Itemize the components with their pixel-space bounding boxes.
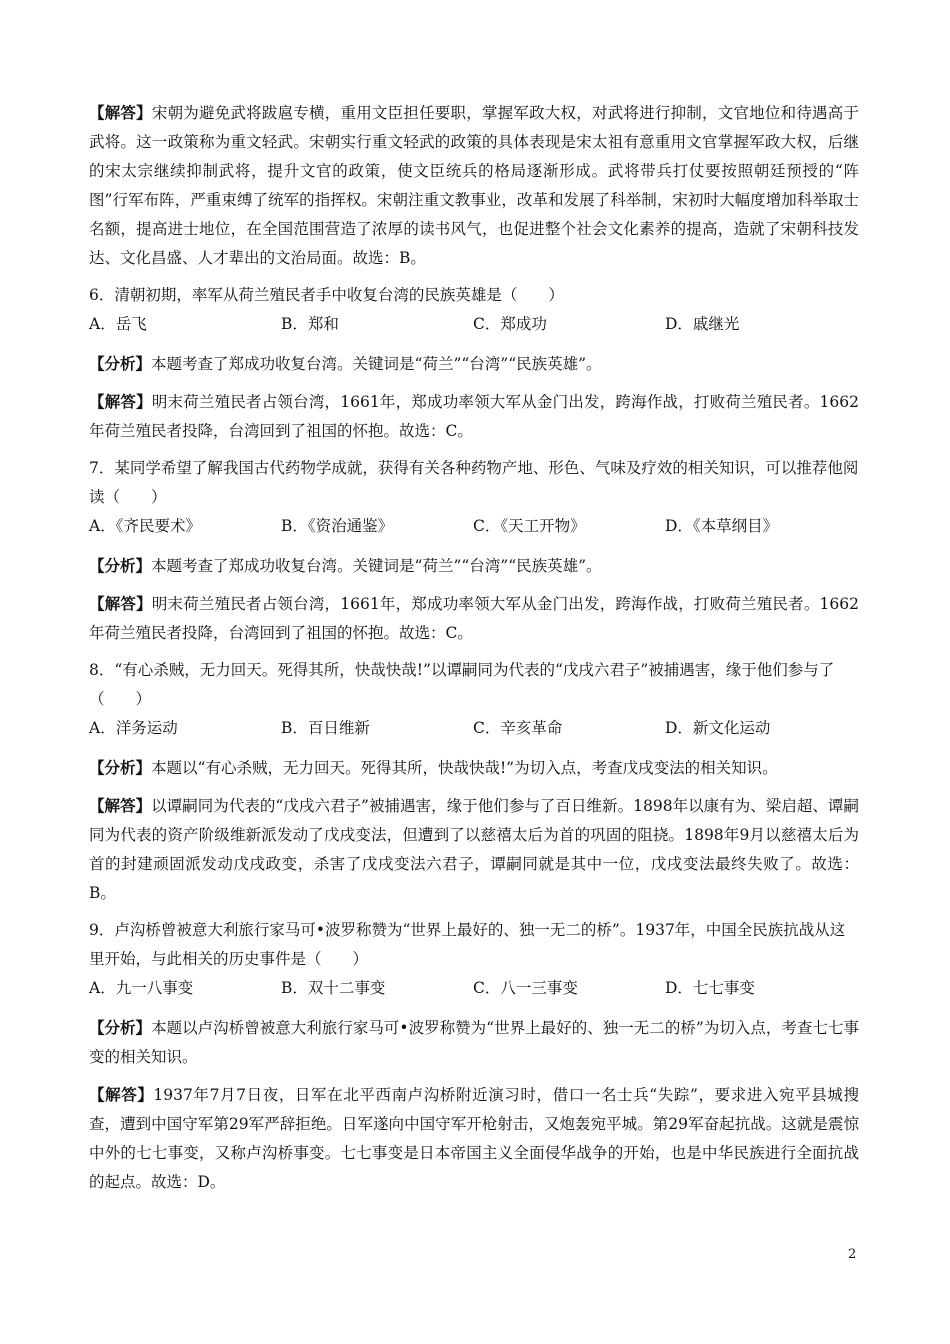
option-b: B．双十二事变 [281, 979, 386, 997]
answer-tag: 【解答】 [89, 103, 152, 122]
option-c: C．《天工开物》 [473, 517, 586, 535]
option-b: B．百日维新 [281, 719, 370, 737]
question-block [89, 656, 859, 908]
option-a: A．岳飞 [89, 315, 147, 333]
option-row [89, 512, 859, 541]
option-d: D．七七事变 [665, 979, 755, 997]
option-c: C．辛亥革命 [473, 719, 563, 737]
analysis [89, 1013, 859, 1072]
question-block [89, 281, 859, 446]
option-d: D．《本草纲目》 [665, 517, 779, 535]
analysis-tag: 【分析】 [89, 354, 152, 373]
answer-text: 明末荷兰殖民者占领台湾，1661年，郑成功率领大军从金门出发，跨海作战，打败荷兰殖民者。1662年荷兰殖民者投降，台湾回到了祖国的怀抱。故选：C。 [89, 595, 859, 642]
option-a: A．《齐民要术》 [89, 517, 201, 535]
page-content [89, 98, 859, 1205]
question-block [89, 454, 859, 648]
analysis-tag: 【分析】 [89, 556, 152, 575]
question-stem: 6．清朝初期，率军从荷兰殖民者手中收复台湾的民族英雄是（ ） [89, 286, 564, 304]
answer-tag: 【解答】 [89, 392, 152, 411]
question-block [89, 916, 859, 1197]
answer-tag: 【解答】 [89, 594, 152, 613]
question-stem: 8．“有心杀贼，无力回天。死得其所，快哉快哉!”以谭嗣同为代表的“戊戌六君子”被捕遇害，缘于他们参与了（ ） [89, 661, 835, 708]
answer [89, 387, 859, 446]
analysis-tag: 【分析】 [89, 758, 152, 777]
option-c: C．郑成功 [473, 315, 547, 333]
analysis-text: 本题以“有心杀贼，无力回天。死得其所，快哉快哉!”为切入点，考查戊戌变法的相关知识。 [151, 759, 778, 777]
intro-answer [89, 98, 859, 273]
analysis [89, 753, 859, 783]
answer-tag: 【解答】 [89, 1085, 154, 1104]
page-number: 2 [848, 1247, 857, 1262]
answer-text: 1937年7月7日夜，日军在北平西南卢沟桥附近演习时，借口一名士兵“失踪”，要求进入宛平县城搜查，遭到中国守军第29军严辞拒绝。日军遂向中国守军开枪射击，又炮轰宛平城。第29军奋起抗战。这就是震惊中外的七七事变，又称卢沟桥事变。七七事变是日本帝国主义全面侵华战争的开始，也是中华民族进行全面抗战的起点。故选：D。 [89, 1086, 859, 1191]
analysis [89, 349, 859, 379]
option-a: A．洋务运动 [89, 719, 178, 737]
answer-tag: 【解答】 [89, 796, 152, 815]
analysis-text: 本题考查了郑成功收复台湾。关键词是“荷兰”“台湾”“民族英雄”。 [151, 355, 602, 373]
answer-text: 以谭嗣同为代表的“戊戌六君子”被捕遇害，缘于他们参与了百日维新。1898年以康有为、梁启超、谭嗣同为代表的资产阶级维新派发动了戊戌变法，但遭到了以慈禧太后为首的巩固的阻挠。1898年9月以慈禧太后为首的封建顽固派发动戊戌政变，杀害了戊戌变法六君子，谭嗣同就是其中一位，戊戌变法最终失败了。故选：B。 [89, 797, 859, 902]
option-row [89, 974, 859, 1003]
answer [89, 589, 859, 648]
question-stem: 9．卢沟桥曾被意大利旅行家马可•波罗称赞为“世界上最好的、独一无二的桥”。1937年，中国全民族抗战从这里开始，与此相关的历史事件是（ ） [89, 921, 846, 968]
analysis-text: 本题考查了郑成功收复台湾。关键词是“荷兰”“台湾”“民族英雄”。 [151, 557, 602, 575]
analysis-tag: 【分析】 [89, 1018, 152, 1037]
answer-text: 明末荷兰殖民者占领台湾，1661年，郑成功率领大军从金门出发，跨海作战，打败荷兰殖民者。1662年荷兰殖民者投降，台湾回到了祖国的怀抱。故选：C。 [89, 393, 859, 440]
option-row [89, 310, 859, 339]
option-a: A．九一八事变 [89, 979, 194, 997]
option-row [89, 714, 859, 743]
option-d: D．新文化运动 [665, 719, 771, 737]
option-c: C．八一三事变 [473, 979, 578, 997]
answer [89, 791, 859, 908]
option-b: B．《资治通鉴》 [281, 517, 394, 535]
answer [89, 1080, 859, 1197]
analysis [89, 551, 859, 581]
option-b: B．郑和 [281, 315, 339, 333]
answer-text: 宋朝为避免武将跋扈专横，重用文臣担任要职，掌握军政大权，对武将进行抑制，文官地位和待遇高于武将。这一政策称为重文轻武。宋朝实行重文轻武的政策的具体表现是宋太祖有意重用文官掌握军政大权，后继的宋太宗继续抑制武将，提升文官的政策，使文臣统兵的格局逐渐形成。武将带兵打仗要按照朝廷预授的“阵图”行军布阵，严重束缚了统军的指挥权。宋朝注重文教事业，改革和发展了科举制，宋初时大幅度增加科举取士名额，提高进士地位，在全国范围营造了浓厚的读书风气，也促进整个社会文化素养的提高，造就了宋朝科技发达、文化昌盛、人才辈出的文治局面。故选：B。 [89, 104, 859, 267]
question-stem: 7．某同学希望了解我国古代药物学成就，获得有关各种药物产地、形色、气味及疗效的相关知识，可以推荐他阅读（ ） [89, 459, 859, 506]
analysis-text: 本题以卢沟桥曾被意大利旅行家马可•波罗称赞为“世界上最好的、独一无二的桥”为切入点，考查七七事变的相关知识。 [89, 1019, 859, 1066]
option-d: D．戚继光 [665, 315, 740, 333]
